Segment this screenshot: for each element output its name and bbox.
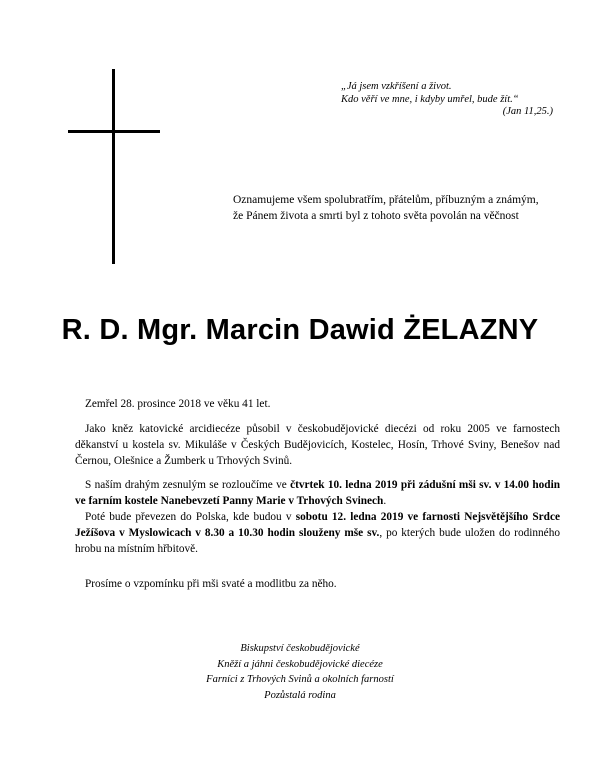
bible-quote	[341, 81, 561, 119]
cross-horizontal-bar	[68, 130, 160, 133]
transfer-details: sobotu 12. ledna 2019 ve farnosti Nejsvětějšího Srdce Ježíšova v Myslowicach v 8.30 a 10.30 hodin slouženy mše sv.	[75, 511, 560, 539]
funeral-text-end: .	[383, 495, 387, 507]
prayer-text: Prosíme o vzpomínku při mši svaté a modlitbu za něho.	[85, 578, 337, 590]
quote-line-2: Kdo věří ve mne, i kdyby umřel, bude žít.“	[341, 93, 519, 105]
signoff-line-1: Biskupství českobudějovické	[240, 643, 360, 654]
prayer-paragraph	[75, 576, 560, 592]
transfer-text	[75, 509, 560, 557]
signoff-line-4: Pozůstalá rodina	[264, 689, 336, 701]
announcement-line-1: Oznamujeme všem spolubratřím, přátelům, příbuzným a známým,	[233, 194, 539, 206]
funeral-text	[75, 477, 560, 509]
transfer-text-intro: Poté bude převezen do Polska, kde budou v	[85, 511, 296, 523]
announcement-line-2: že Pánem života a smrti byl z tohoto světa povolán na věčnost	[233, 210, 519, 222]
career-text: Jako kněz katovické arcidiecéze působil v českobudějovické diecézi od roku 2005 ve farnostech děkanství u kostela sv. Mikuláše v Českých Budějovicích, Kostelec, Hosín, Trhové Sviny, Benešov nad Černou, Olešnice a Žumberk u Trhových Svinů.	[75, 423, 560, 467]
quote-line-1: „Já jsem vzkříšení a život.	[341, 81, 452, 92]
signoff-line-3: Farníci z Trhových Svinů a okolních farností	[206, 674, 394, 685]
deceased-name: R. D. Mgr. Marcin Dawid ŻELAZNY	[61, 314, 539, 346]
death-date-text: Zemřel 28. prosince 2018 ve věku 41 let.	[85, 398, 271, 410]
funeral-details: čtvrtek 10. ledna 2019 při zádušní mši sv. v 14.00 hodin ve farním kostele Nanebevzetí Panny Marie v Trhových Svinech	[75, 479, 561, 507]
career-paragraph	[75, 421, 560, 469]
death-date-paragraph	[75, 396, 560, 412]
signoff-block	[0, 641, 600, 703]
transfer-text-end: , po kterých bude uložen do rodinného hrobu na místním hřbitově.	[75, 527, 560, 555]
announcement	[233, 192, 573, 224]
quote-source: (Jan 11,25.)	[502, 106, 553, 117]
signoff-line-2: Kněží a jáhni českobudějovické diecéze	[217, 658, 383, 670]
transfer-paragraph	[75, 509, 560, 557]
funeral-text-intro: S naším drahým zesnulým se rozloučíme ve	[85, 479, 291, 491]
cross-vertical-bar	[112, 69, 115, 264]
funeral-paragraph	[75, 477, 560, 509]
